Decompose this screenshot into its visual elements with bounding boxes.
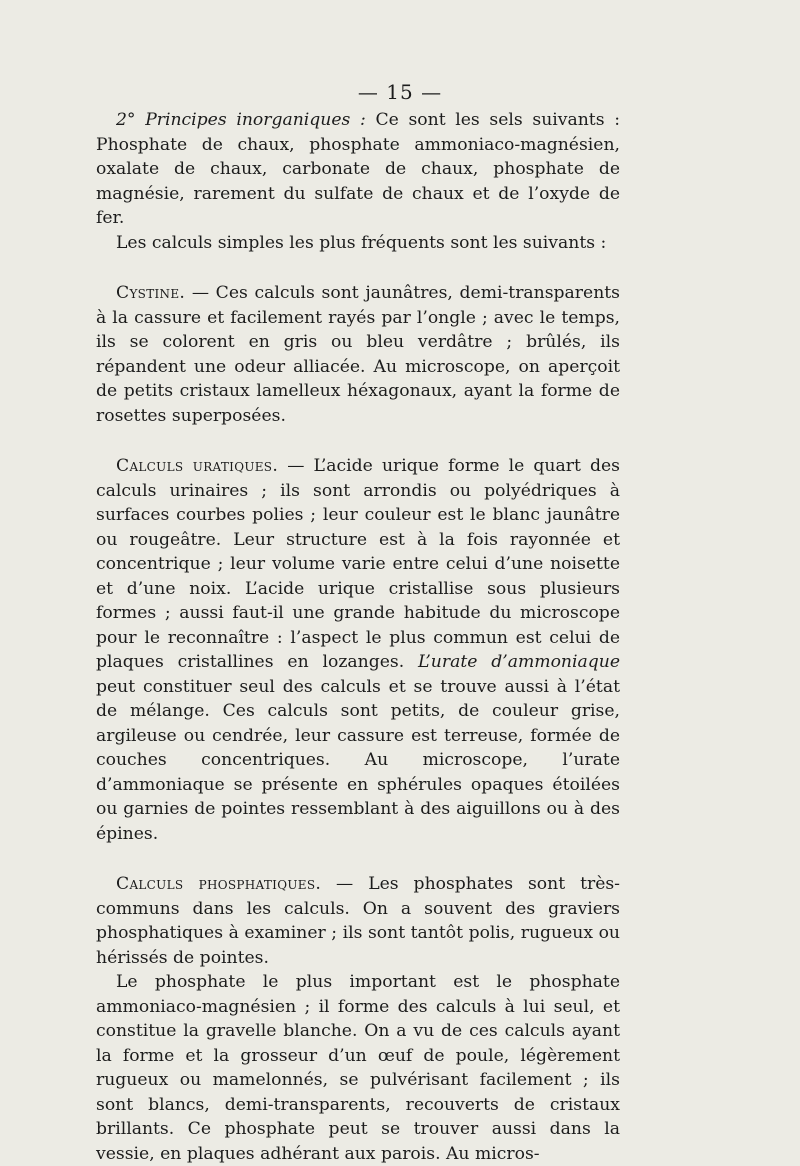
paragraph-text: — L’acide urique forme le quart des calculs urinaires ; ils sont arrondis ou polyédriques à surfaces courbes polies ; leur couleur est le blanc jaunâtre ou rougeâtre. Leur structure est à la fois rayonnée et concentrique ; leur volume varie entre celui d’une noisette et d’une noix. L’acide urique cristallise sous plusieurs formes ; aussi faut-il une grande habitude du microscope pour le reconnaître : l’aspect le plus commun est celui de plaques cristallines en lozanges. [96, 456, 620, 672]
paragraph-phosphatic-calculi [96, 872, 620, 970]
section-heading: Calculs uratiques. [116, 456, 279, 476]
body-text [96, 108, 620, 1166]
paragraph-text: — Ces calculs sont jaunâtres, demi-transparents à la cassure et facilement rayés par l’ongle ; avec le temps, ils se colorent en gris ou bleu verdâtre ; brûlés, ils répandent une odeur alliacée. Au microscope, on aperçoit de petits cristaux lamelleux héxagonaux, ayant la forme de rosettes superposées. [96, 283, 620, 426]
page-number: — 15 — [357, 80, 443, 104]
paragraph-text: Le phosphate le plus important est le phosphate ammoniaco-magnésien ; il forme des calculs à lui seul, et constitue la gravelle blanche. On a vu de ces calculs ayant la forme et la grosseur d’un œuf de poule, légèrement rugueux ou mamelonnés, se pulvérisant facilement ; ils sont blancs, demi-transparents, recouverts de cristaux brillants. Ce phosphate peut se trouver aussi dans la vessie, en plaques adhérant aux parois. Au micros- [96, 972, 620, 1164]
paragraph-simple-calculi [96, 231, 620, 256]
paragraph-ammoniaco-magnesian [96, 970, 620, 1166]
paragraph-inorganic-principles [96, 108, 620, 231]
paragraph-text: Les calculs simples les plus fréquents sont les suivants : [116, 232, 607, 253]
italic-term: L’urate d’ammoniaque [418, 652, 620, 672]
paragraph-cystine [96, 281, 620, 428]
section-heading: Calculs phosphatiques. [116, 874, 322, 894]
section-label: 2° Principes inorganiques : [116, 110, 366, 130]
paragraph-text: — Les phosphates sont très-communs dans les calculs. On a souvent des graviers phosphatiques à examiner ; ils sont tantôt polis, rugueux ou hérissés de pointes. [96, 874, 620, 968]
paragraph-text: peut constituer seul des calculs et se trouve aussi à l’état de mélange. Ces calculs sont petits, de couleur grise, argileuse ou cendrée, leur cassure est terreuse, formée de couches concentriques. Au microscope, l’urate d’ammoniaque se présente en sphérules opaques étoilées ou garnies de pointes ressemblant à des aiguillons ou à des épines. [96, 676, 620, 844]
section-heading: Cystine. [116, 283, 186, 303]
paragraph-uratic-calculi [96, 454, 620, 846]
paragraph-text: Ce sont les sels suivants : Phosphate de chaux, phosphate ammoniaco-magnésien, oxalate de chaux, carbonate de chaux, phosphate de magnésie, rarement du sulfate de chaux et de l’oxyde de fer. [96, 110, 620, 228]
